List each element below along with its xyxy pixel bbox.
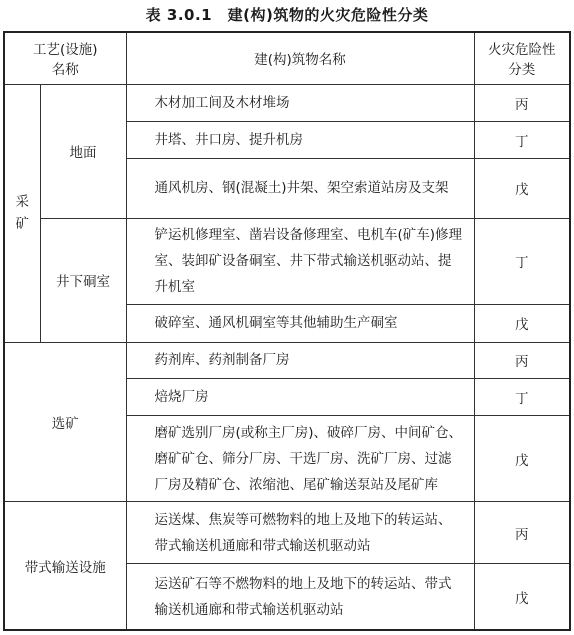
header-process bbox=[4, 32, 126, 84]
hazard-class: 丁 bbox=[474, 379, 570, 416]
table-title: 表 3.0.1 建(构)筑物的火灾危险性分类 bbox=[145, 6, 429, 24]
table-row bbox=[4, 84, 570, 121]
building-name: 运送矿石等不燃物料的地上及地下的转运站、带式输送机通廊和带式输送机驱动站 bbox=[126, 564, 474, 630]
hazard-class: 戊 bbox=[474, 304, 570, 342]
hazard-class: 丙 bbox=[474, 502, 570, 564]
header-process-line1: 工艺(设施) bbox=[32, 42, 98, 59]
hazard-class: 戊 bbox=[474, 158, 570, 218]
building-name: 焙烧厂房 bbox=[126, 379, 474, 416]
building-name: 药剂库、药剂制备厂房 bbox=[126, 342, 474, 378]
category-conveyor: 带式输送设施 bbox=[4, 502, 126, 630]
header-hazard-line2: 分类 bbox=[508, 62, 536, 79]
header-building: 建(构)筑物名称 bbox=[126, 32, 474, 84]
building-name: 井塔、井口房、提升机房 bbox=[126, 121, 474, 158]
hazard-class: 丁 bbox=[474, 121, 570, 158]
building-name: 通风机房、钢(混凝土)井架、架空索道站房及支架 bbox=[126, 158, 474, 218]
header-row bbox=[4, 32, 570, 84]
header-hazard bbox=[474, 32, 570, 84]
building-name: 磨矿选别厂房(或称主厂房)、破碎厂房、中间矿仓、磨矿矿仓、筛分厂房、干选厂房、洗矿厂房、过滤厂房及精矿仓、浓缩池、尾矿输送泵站及尾矿库 bbox=[126, 416, 474, 502]
fire-hazard-table bbox=[3, 31, 571, 631]
table-row bbox=[4, 218, 570, 304]
building-name: 破碎室、通风机硐室等其他辅助生产硐室 bbox=[126, 304, 474, 342]
building-name: 木材加工间及木材堆场 bbox=[126, 84, 474, 121]
subcategory-underground: 井下硐室 bbox=[40, 218, 126, 342]
hazard-class: 丁 bbox=[474, 218, 570, 304]
category-mining bbox=[4, 84, 40, 342]
category-dressing: 选矿 bbox=[4, 342, 126, 501]
hazard-class: 戊 bbox=[474, 416, 570, 502]
header-process-line2: 名称 bbox=[51, 62, 79, 79]
hazard-class: 丙 bbox=[474, 84, 570, 121]
table-row bbox=[4, 342, 570, 378]
hazard-class: 戊 bbox=[474, 564, 570, 630]
category-mining-label: 采矿 bbox=[15, 194, 29, 233]
header-hazard-line1: 火灾危险性 bbox=[488, 42, 556, 59]
building-name: 铲运机修理室、凿岩设备修理室、电机车(矿车)修理室、装卸矿设备硐室、井下带式输送机驱动站、提升机室 bbox=[126, 218, 474, 304]
building-name: 运送煤、焦炭等可燃物料的地上及地下的转运站、带式输送机通廊和带式输送机驱动站 bbox=[126, 502, 474, 564]
hazard-class: 丙 bbox=[474, 342, 570, 378]
table-row bbox=[4, 502, 570, 564]
subcategory-ground: 地面 bbox=[40, 84, 126, 218]
